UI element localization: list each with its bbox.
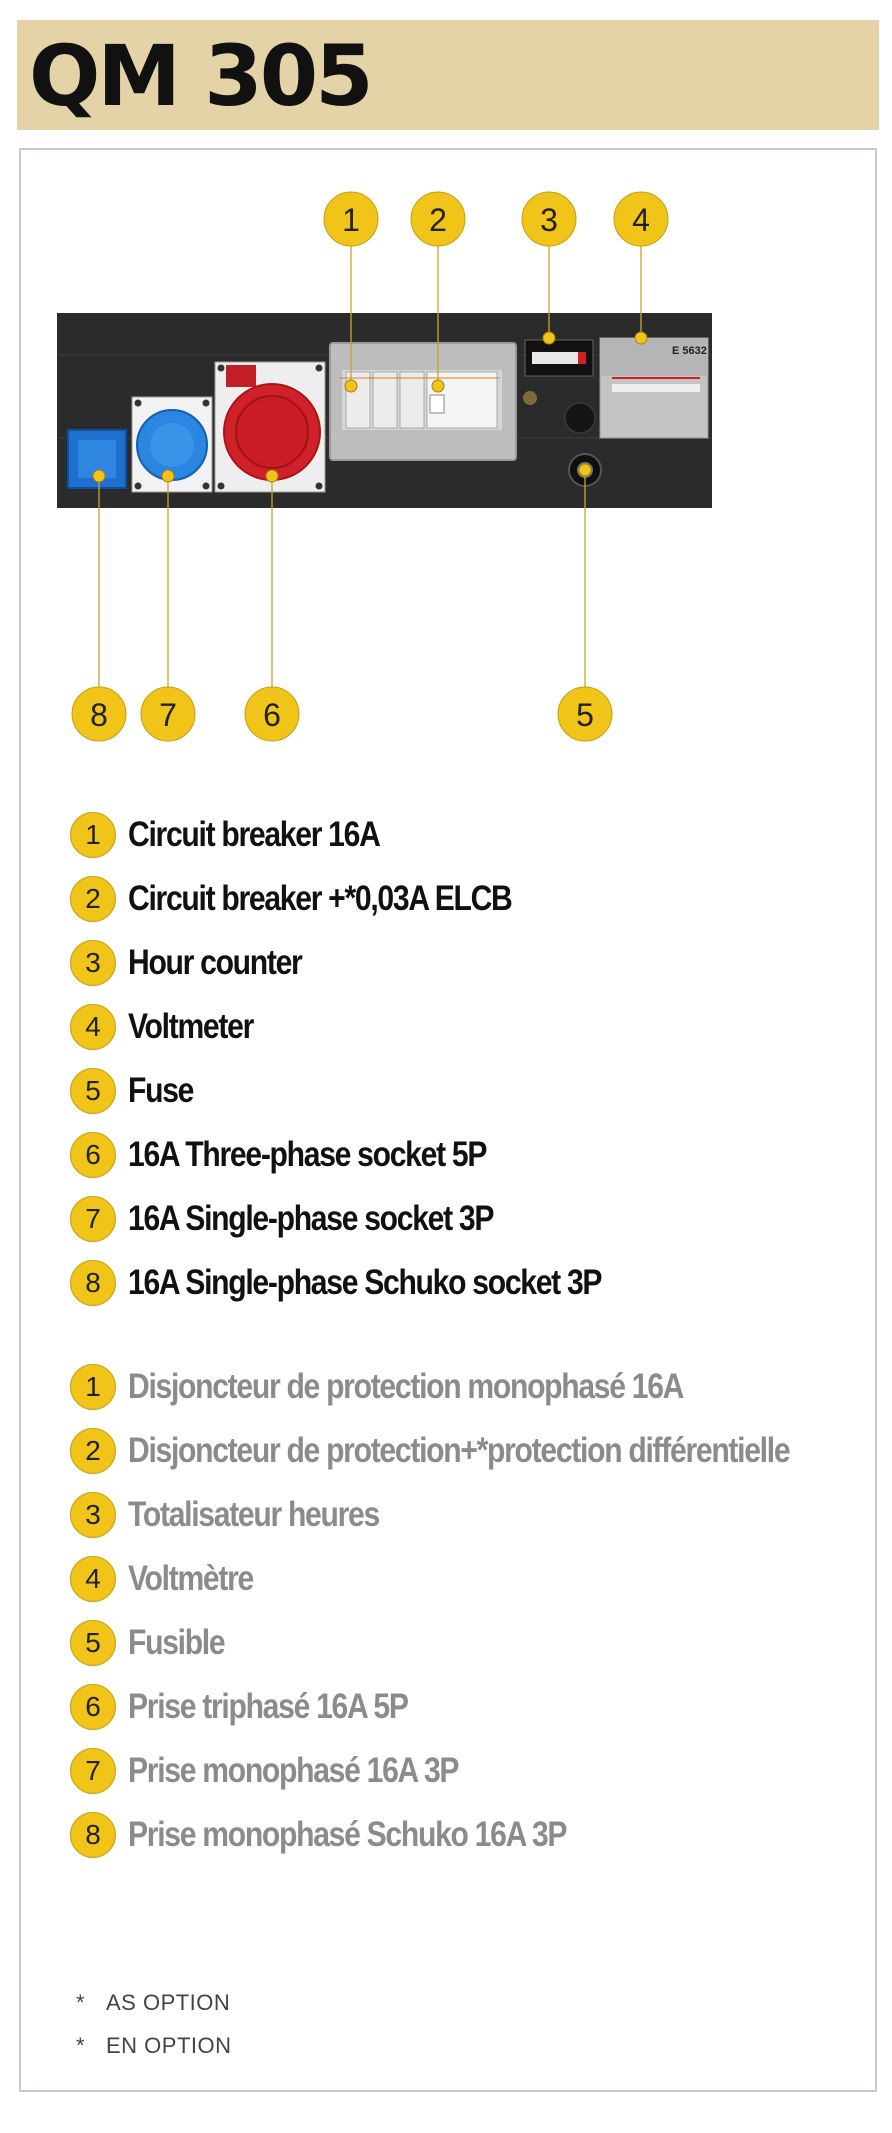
legend-label: Prise monophasé 16A 3P [128,1751,459,1790]
legend-label: Prise monophasé Schuko 16A 3P [128,1815,567,1854]
legend-number-badge: 8 [70,1812,116,1858]
hour-counter [525,340,593,376]
legend-label: Disjoncteur de protection+*protection différentielle [128,1431,790,1470]
callout-1: 1 [342,202,360,238]
callout-4: 4 [632,202,650,238]
legend-number-badge: 5 [70,1068,116,1114]
page-title: QM 305 [29,27,371,125]
legend-label: Voltmeter [128,1007,253,1046]
footnote-text: EN OPTION [106,2033,232,2058]
legend-number-badge: 1 [70,1364,116,1410]
legend-number-badge: 1 [70,812,116,858]
legend-number-badge: 6 [70,1684,116,1730]
footnote-french [76,2033,232,2059]
legend-number-badge: 5 [70,1620,116,1666]
callout-3: 3 [540,202,558,238]
legend-number-badge: 7 [70,1196,116,1242]
legend-number-badge: 7 [70,1748,116,1794]
legend-number-badge: 2 [70,876,116,922]
breaker-enclosure [330,343,516,460]
legend-number-badge: 4 [70,1004,116,1050]
control-panel-diagram [0,0,892,780]
legend-label: 16A Three-phase socket 5P [128,1135,487,1174]
legend-label: 16A Single-phase socket 3P [128,1199,494,1238]
callouts-bottom [72,687,612,741]
legend-label: Disjoncteur de protection monophasé 16A [128,1367,684,1406]
callout-5: 5 [576,697,594,733]
legend-label: Circuit breaker +*0,03A ELCB [128,879,512,918]
voltmeter [600,338,708,438]
legend-label: Circuit breaker 16A [128,815,380,854]
legend-number-badge: 3 [70,940,116,986]
legend-label: Fusible [128,1623,225,1662]
legend-label: Totalisateur heures [128,1495,379,1534]
callout-2: 2 [429,202,447,238]
callout-8: 8 [90,697,108,733]
legend-number-badge: 6 [70,1132,116,1178]
legend-label: Fuse [128,1071,194,1110]
callouts-top [324,192,668,246]
legend-number-badge: 2 [70,1428,116,1474]
footnote-english [76,1990,230,2016]
voltmeter-label: E 5632 [672,345,707,357]
legend-label: Hour counter [128,943,302,982]
legend-label: 16A Single-phase Schuko socket 3P [128,1263,602,1302]
legend-label: Prise triphasé 16A 5P [128,1687,408,1726]
legend-label: Voltmètre [128,1559,253,1598]
footnote-asterisk: * [76,2033,86,2058]
legend-number-badge: 8 [70,1260,116,1306]
footnote-text: AS OPTION [106,1990,231,2015]
legend-number-badge: 3 [70,1492,116,1538]
callout-6: 6 [263,697,281,733]
legend-number-badge: 4 [70,1556,116,1602]
footnote-asterisk: * [76,1990,86,2015]
callout-7: 7 [159,697,177,733]
